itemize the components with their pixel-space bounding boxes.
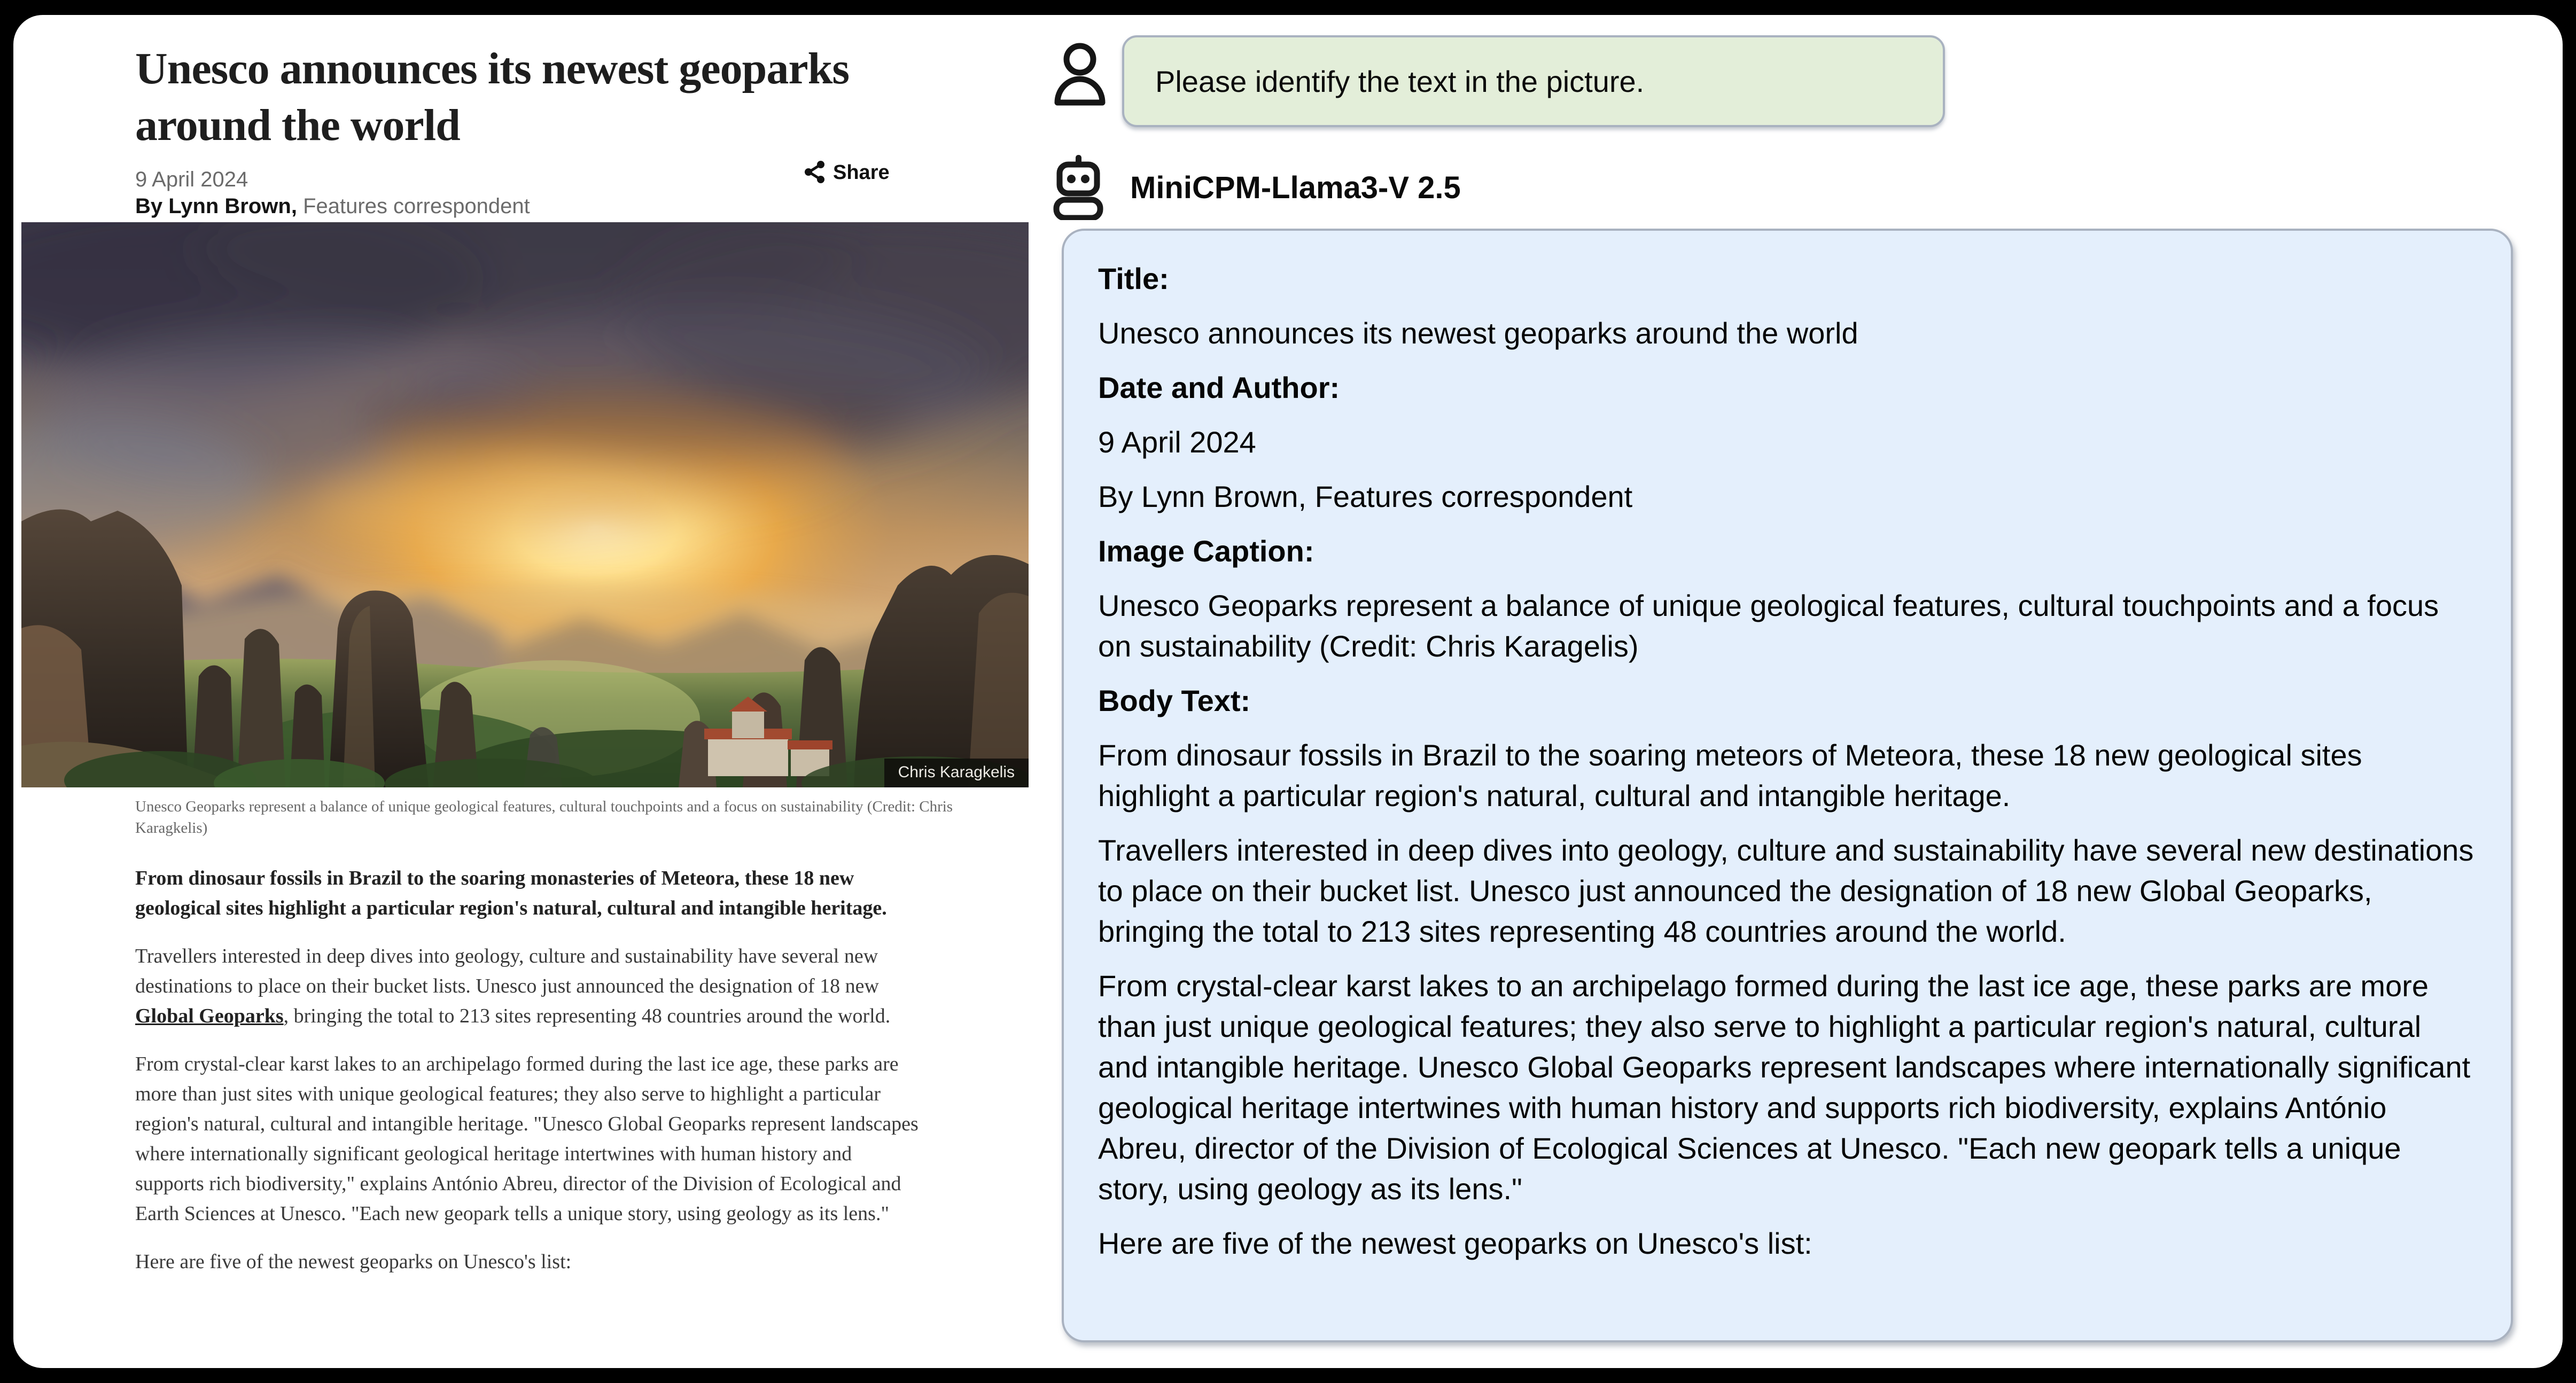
- chat-panel: [1045, 15, 2563, 1368]
- article-photo: [21, 222, 1029, 787]
- global-geoparks-link[interactable]: Global Geoparks: [135, 1005, 284, 1027]
- app-window: [13, 15, 2563, 1368]
- article-byline: [135, 194, 530, 218]
- article-lede: From dinosaur fossils in Brazil to the soaring monasteries of Meteora, these 18 new geological sites highlight a particular region's natural, cultural and intangible heritage.: [135, 867, 887, 919]
- article-paragraph: From crystal-clear karst lakes to an archipelago formed during the last ice age, these parks are more than just sites with unique geological features; they also serve to highlight a particular region's natural, cultural and intangible heritage. "Unesco Global Geoparks represent landscapes where internationally significant geological heritage intertwines with human history and supports rich biodiversity," explains António Abreu, director of the Division of Ecological and Earth Sciences at Unesco. "Each new geopark tells a unique story, using geology as its lens.": [135, 1053, 919, 1225]
- response-title: Unesco announces its newest geoparks around the world: [1098, 316, 1858, 350]
- response-date-author-label: Date and Author:: [1098, 371, 1340, 404]
- article-body: [135, 796, 1022, 1295]
- model-response-bubble: [1062, 229, 2513, 1342]
- paragraph-text: Travellers interested in deep dives into geology, culture and sustainability have several new destinations to place on their bucket lists. Unesco just announced the designation of 18 new: [135, 945, 879, 997]
- response-author: By Lynn Brown, Features correspondent: [1098, 480, 1633, 513]
- paragraph-text: , bringing the total to 213 sites representing 48 countries around the world.: [283, 1005, 891, 1027]
- response-title-label: Title:: [1098, 262, 1169, 295]
- article-paragraph: [135, 941, 923, 1031]
- article-paragraph: Here are five of the newest geoparks on Unesco's list:: [135, 1251, 572, 1273]
- response-body-label: Body Text:: [1098, 684, 1251, 717]
- byline-author: By Lynn Brown,: [135, 194, 297, 218]
- byline-role: Features correspondent: [303, 194, 530, 218]
- article-date: 9 April 2024: [135, 168, 248, 191]
- share-icon: [804, 160, 826, 185]
- meteora-landscape-illustration: [21, 222, 1029, 787]
- user-icon: [1053, 42, 1107, 107]
- article-headline: Unesco announces its newest geoparks around the world: [135, 44, 850, 150]
- robot-icon: [1049, 153, 1108, 220]
- model-name-label: MiniCPM-Llama3-V 2.5: [1130, 170, 1461, 205]
- response-body-paragraph: From dinosaur fossils in Brazil to the soaring meteors of Meteora, these 18 new geological sites highlight a particular region's natural, cultural and intangible heritage.: [1098, 738, 2362, 812]
- news-article: [13, 15, 1045, 1368]
- user-prompt-text: Please identify the text in the picture.: [1155, 64, 1645, 98]
- response-body-paragraph: From crystal-clear karst lakes to an archipelago formed during the last ice age, these parks are more than just unique geological features; they also serve to highlight a particular region's natural, cultural and intangible heritage. Unesco Global Geoparks represent landscapes where internationally significant geological heritage intertwines with human history and supports rich biodiversity, explains António Abreu, director of the Division of Ecological Sciences at Unesco. "Each new geopark tells a unique story, using geology as its lens.": [1098, 969, 2471, 1206]
- response-body-paragraph: Travellers interested in deep dives into geology, culture and sustainability have several new destinations to place on their bucket list. Unesco just announced the designation of 18 new Global Geoparks, bringing the total to 213 sites representing 48 countries around the world.: [1098, 833, 2474, 948]
- response-date: 9 April 2024: [1098, 425, 1256, 459]
- share-button[interactable]: [804, 160, 890, 185]
- user-message-bubble: [1122, 35, 1945, 127]
- image-caption: Unesco Geoparks represent a balance of unique geological features, cultural touchpoints and a focus on sustainability (Credit: Chris Karagkelis): [135, 798, 953, 837]
- share-button-label: Share: [833, 161, 890, 184]
- response-caption-label: Image Caption:: [1098, 534, 1314, 568]
- response-caption: Unesco Geoparks represent a balance of unique geological features, cultural touchpoints and a focus on sustainability (Credit: Chris Karagelis): [1098, 589, 2439, 663]
- response-body-paragraph: Here are five of the newest geoparks on Unesco's list:: [1098, 1226, 1812, 1260]
- photo-credit: Chris Karagkelis: [884, 759, 1029, 787]
